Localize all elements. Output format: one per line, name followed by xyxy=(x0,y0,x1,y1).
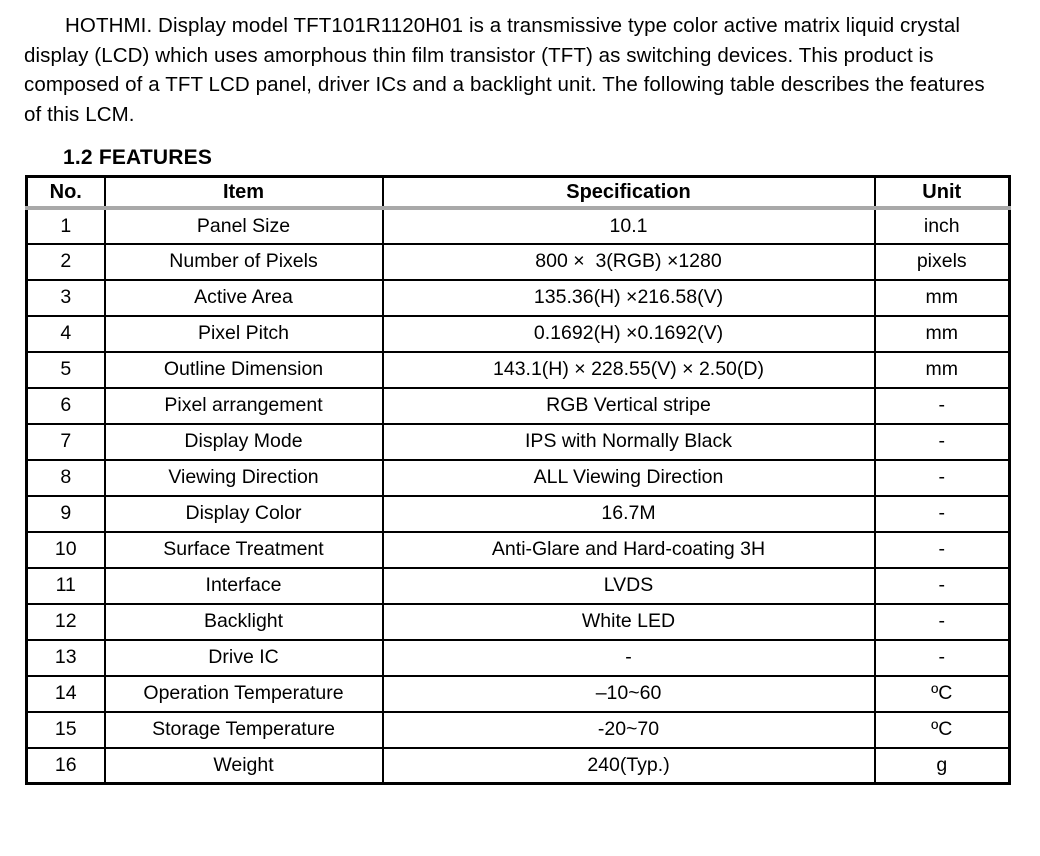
unit-cell: mm xyxy=(875,280,1010,316)
row-no-cell: 8 xyxy=(27,460,105,496)
unit-cell: mm xyxy=(875,352,1010,388)
unit-cell: inch xyxy=(875,208,1010,244)
unit-cell: - xyxy=(875,568,1010,604)
specification-cell: 10.1 xyxy=(383,208,875,244)
table-header-row xyxy=(27,177,1010,208)
item-cell: Pixel arrangement xyxy=(105,388,383,424)
unit-cell: - xyxy=(875,460,1010,496)
table-row xyxy=(27,244,1010,280)
specification-cell: 240(Typ.) xyxy=(383,748,875,784)
table-row xyxy=(27,640,1010,676)
specification-cell: Anti-Glare and Hard-coating 3H xyxy=(383,532,875,568)
table-row xyxy=(27,604,1010,640)
specification-cell: 800 × 3(RGB) ×1280 xyxy=(383,244,875,280)
section-heading: 1.2 FEATURES xyxy=(63,146,213,170)
row-no-cell: 10 xyxy=(27,532,105,568)
specification-cell: IPS with Normally Black xyxy=(383,424,875,460)
unit-cell: - xyxy=(875,640,1010,676)
row-no-cell: 2 xyxy=(27,244,105,280)
unit-cell: ºC xyxy=(875,712,1010,748)
item-cell: Interface xyxy=(105,568,383,604)
specification-cell: 135.36(H) ×216.58(V) xyxy=(383,280,875,316)
unit-cell: - xyxy=(875,496,1010,532)
item-cell: Pixel Pitch xyxy=(105,316,383,352)
table-row xyxy=(27,460,1010,496)
item-cell: Number of Pixels xyxy=(105,244,383,280)
specification-cell: 143.1(H) × 228.55(V) × 2.50(D) xyxy=(383,352,875,388)
row-no-cell: 11 xyxy=(27,568,105,604)
row-no-cell: 12 xyxy=(27,604,105,640)
features-table-body xyxy=(27,208,1010,784)
intro-paragraph: HOTHMI. Display model TFT101R1120H01 is a transmissive type color active matrix liquid crystal display (LCD) which uses amorphous thin film transistor (TFT) as switching devices. This product is composed of a TFT LCD panel, driver ICs and a backlight unit. The following table describes the features of this LCM. xyxy=(24,14,985,126)
row-no-cell: 4 xyxy=(27,316,105,352)
unit-cell: - xyxy=(875,604,1010,640)
item-cell: Panel Size xyxy=(105,208,383,244)
table-row xyxy=(27,748,1010,784)
row-no-cell: 5 xyxy=(27,352,105,388)
item-cell: Outline Dimension xyxy=(105,352,383,388)
table-row xyxy=(27,532,1010,568)
column-header-specification: Specification xyxy=(383,177,875,208)
table-row xyxy=(27,712,1010,748)
item-cell: Storage Temperature xyxy=(105,712,383,748)
unit-cell: g xyxy=(875,748,1010,784)
row-no-cell: 15 xyxy=(27,712,105,748)
item-cell: Display Mode xyxy=(105,424,383,460)
table-row xyxy=(27,424,1010,460)
unit-cell: - xyxy=(875,424,1010,460)
column-header-item: Item xyxy=(105,177,383,208)
unit-cell: - xyxy=(875,532,1010,568)
item-cell: Drive IC xyxy=(105,640,383,676)
row-no-cell: 1 xyxy=(27,208,105,244)
item-cell: Weight xyxy=(105,748,383,784)
table-row xyxy=(27,280,1010,316)
unit-cell: ºC xyxy=(875,676,1010,712)
specification-cell: RGB Vertical stripe xyxy=(383,388,875,424)
item-cell: Viewing Direction xyxy=(105,460,383,496)
item-cell: Display Color xyxy=(105,496,383,532)
item-cell: Backlight xyxy=(105,604,383,640)
unit-cell: mm xyxy=(875,316,1010,352)
table-row xyxy=(27,388,1010,424)
unit-cell: pixels xyxy=(875,244,1010,280)
table-row xyxy=(27,676,1010,712)
specification-cell: - xyxy=(383,640,875,676)
row-no-cell: 9 xyxy=(27,496,105,532)
document-page xyxy=(0,11,1040,856)
item-cell: Operation Temperature xyxy=(105,676,383,712)
column-header-unit: Unit xyxy=(875,177,1010,208)
row-no-cell: 14 xyxy=(27,676,105,712)
table-row xyxy=(27,568,1010,604)
table-row xyxy=(27,352,1010,388)
table-row xyxy=(27,208,1010,244)
specification-cell: ALL Viewing Direction xyxy=(383,460,875,496)
item-cell: Active Area xyxy=(105,280,383,316)
table-row xyxy=(27,496,1010,532)
specification-cell: 0.1692(H) ×0.1692(V) xyxy=(383,316,875,352)
row-no-cell: 16 xyxy=(27,748,105,784)
specification-cell: -20~70 xyxy=(383,712,875,748)
features-table xyxy=(25,175,1011,785)
specification-cell: LVDS xyxy=(383,568,875,604)
specification-cell: –10~60 xyxy=(383,676,875,712)
row-no-cell: 6 xyxy=(27,388,105,424)
column-header-no: No. xyxy=(27,177,105,208)
item-cell: Surface Treatment xyxy=(105,532,383,568)
specification-cell: White LED xyxy=(383,604,875,640)
row-no-cell: 13 xyxy=(27,640,105,676)
specification-cell: 16.7M xyxy=(383,496,875,532)
row-no-cell: 3 xyxy=(27,280,105,316)
table-row xyxy=(27,316,1010,352)
row-no-cell: 7 xyxy=(27,424,105,460)
unit-cell: - xyxy=(875,388,1010,424)
